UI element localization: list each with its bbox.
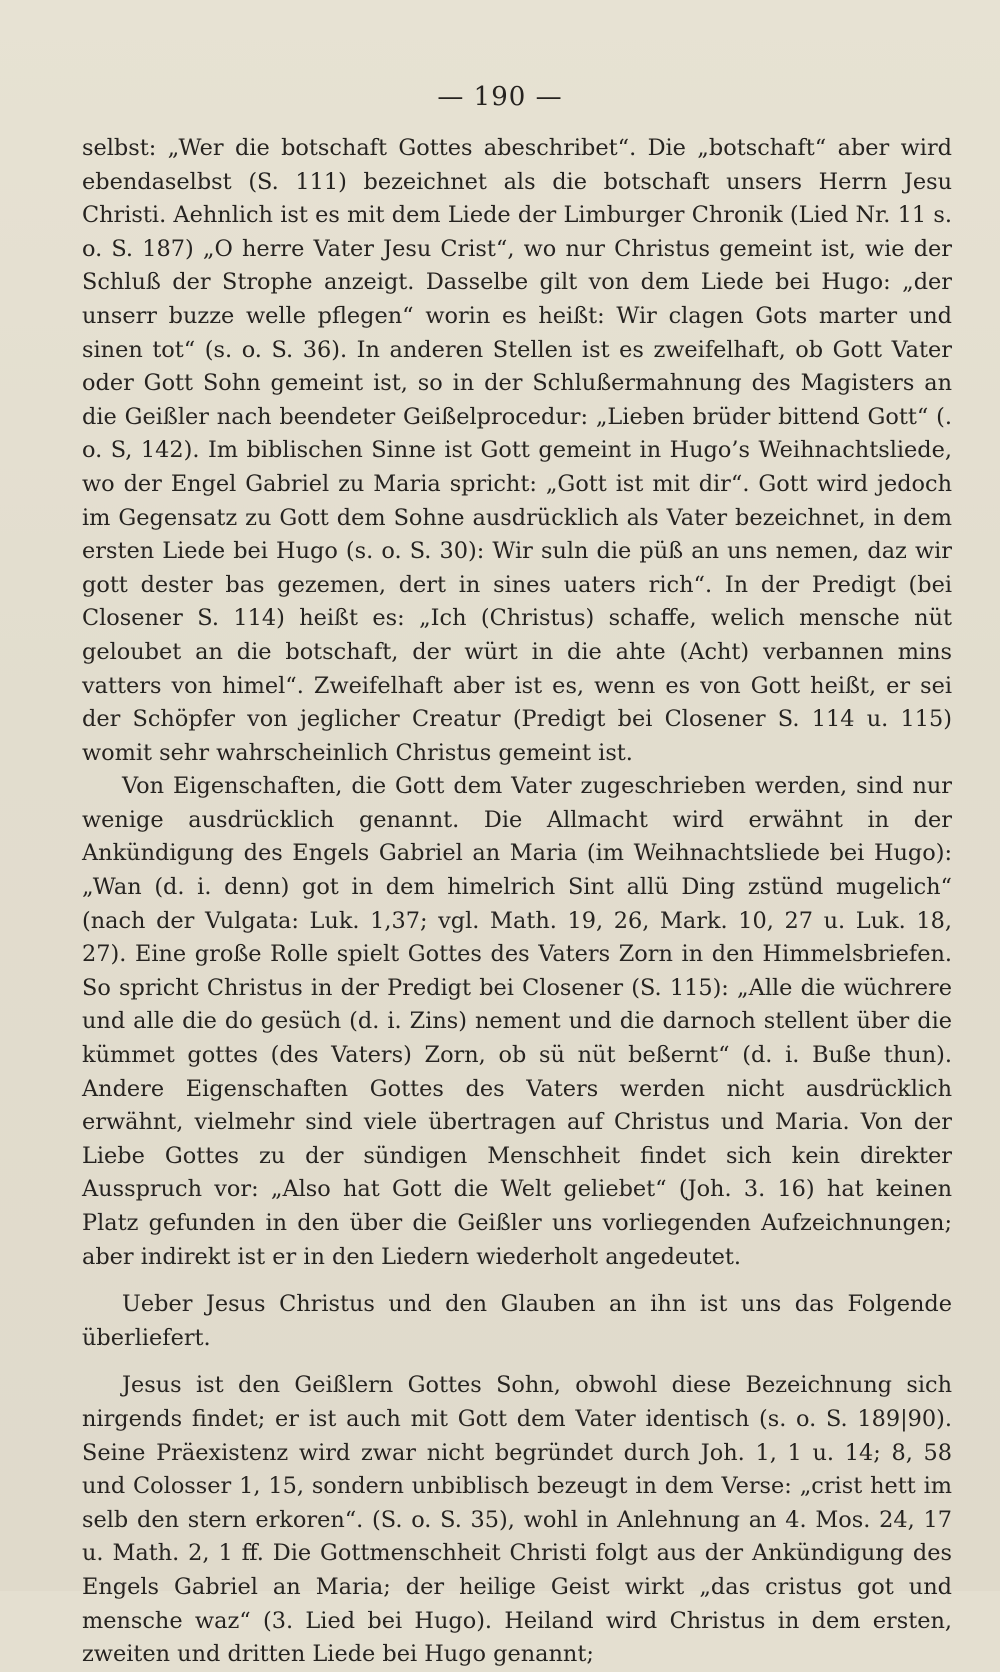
paragraph-1: selbst: „Wer die botschaft Gottes abeschribet“. Die „botschaft“ aber wird ebendaselbst (S. 111) bezeichnet als die botschaft unsers Herrn Jesu Christi. Aehnlich ist es mit dem Liede der Limburger Chronik (Lied Nr. 11 s. o. S. 187) „O herre Vater Jesu Crist“, wo nur Christus gemeint ist, wie der Schluß der Strophe anzeigt. Dasselbe gilt von dem Liede bei Hugo: „der unserr buzze welle pflegen“ worin es heißt: Wir clagen Gots marter und sinen tot“ (s. o. S. 36). In anderen Stellen ist es zweifelhaft, ob Gott Vater oder Gott Sohn gemeint ist, so in der Schlußermahnung des Magisters an die Geißler nach beendeter Geißelprocedur: „Lieben brüder bittend Gott“ (. o. S, 142). Im biblischen Sinne ist Gott gemeint in Hugo’s Weihnachtsliede, wo der Engel Gabriel zu Maria spricht: „Gott ist mit dir“. Gott wird jedoch im Gegensatz zu Gott dem Sohne ausdrücklich als Vater bezeichnet, in dem ersten Liede bei Hugo (s. o. S. 30): Wir suln die püß an uns nemen, daz wir gott dester bas gezemen, dert in sines uaters rich“. In der Predigt (bei Closener S. 114) heißt es: „Ich (Christus) schaffe, welich mensche nüt geloubet an die botschaft, der würt in die ahte (Acht) verbannen mins vatters von himel“. Zweifelhaft aber ist es, wenn es von Gott heißt, er sei der Schöpfer von jeglicher Creatur (Predigt bei Closener S. 114 u. 115) womit sehr wahrscheinlich Christus gemeint ist. [82,135,952,766]
body-text [82,132,952,1672]
paragraph-4: Jesus ist den Geißlern Gottes Sohn, obwohl diese Bezeichnung sich nirgends findet; er ist auch mit Gott dem Vater identisch (s. o. S. 189|90). Seine Präexistenz wird zwar nicht begründet durch Joh. 1, 1 u. 14; 8, 58 und Colosser 1, 15, sondern unbiblisch bezeugt in dem Verse: „crist hett im selb den stern erkoren“. (S. o. S. 35), wohl in Anlehnung an 4. Mos. 24, 17 u. Math. 2, 1 ff. Die Gottmenschheit Christi folgt aus der Ankündigung des Engels Gabriel an Maria; der heilige Geist wirkt „das cristus got und mensche waz“ (3. Lied bei Hugo). Heiland wird Christus in dem ersten, zweiten und dritten Liede bei Hugo genannt; [82,1372,952,1668]
paragraph-3: Ueber Jesus Christus und den Glauben an ihn ist uns das Folgende überliefert. [82,1291,952,1351]
page-number: — 190 — [437,82,563,112]
paragraph-2: Von Eigenschaften, die Gott dem Vater zugeschrieben werden, sind nur wenige ausdrücklich genannt. Die Allmacht wird erwähnt in der Ankündigung des Engels Gabriel an Maria (im Weihnachtsliede bei Hugo): „Wan (d. i. denn) got in dem himelrich Sint allü Ding zstünd mugelich“ (nach der Vulgata: Luk. 1,37; vgl. Math. 19, 26, Mark. 10, 27 u. Luk. 18, 27). Eine große Rolle spielt Gottes des Vaters Zorn in den Himmelsbriefen. So spricht Christus in der Predigt bei Closener (S. 115): „Alle die wüchrere und alle die do gesüch (d. i. Zins) nement und die darnoch stellent über die kümmet gottes (des Vaters) Zorn, ob sü nüt beßernt“ (d. i. Buße thun). Andere Eigenschaften Gottes des Vaters werden nicht ausdrücklich erwähnt, vielmehr sind viele übertragen auf Christus und Maria. Von der Liebe Gottes zu der sündigen Menschheit findet sich kein direkter Ausspruch vor: „Also hat Gott die Welt geliebet“ (Joh. 3. 16) hat keinen Platz gefunden in den über die Geißler uns vorliegenden Aufzeichnungen; aber indirekt ist er in den Liedern wiederholt angedeutet. [82,773,952,1270]
